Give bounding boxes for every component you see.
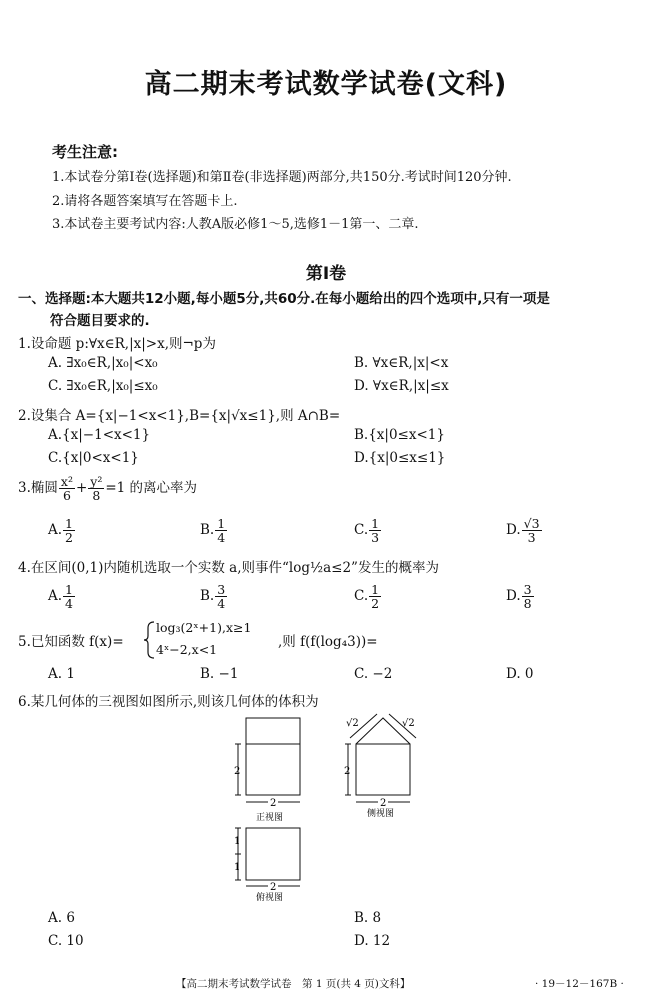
fraction: $\frac{\text{x²}}{6}$ [60, 474, 73, 504]
q3-option-c: C. $\frac{1}{3}$ [354, 516, 380, 546]
q6-option-c: C. 10 [48, 933, 84, 949]
q5-option-a: A. 1 [48, 666, 75, 682]
q1-option-c: C. ∃x₀∈R,|x₀|≤x₀ [48, 378, 158, 394]
q3-option-a: A. $\frac{1}{2}$ [48, 516, 73, 546]
q4-option-c: C. $\frac{1}{2}$ [354, 582, 380, 612]
question-1-stem: 1.设命题 p:∀x∈R,|x|>x,则¬p为 [18, 336, 216, 352]
dim-label: 2 [380, 798, 387, 809]
q5-option-b: B. −1 [200, 666, 239, 682]
q5-case-1: log₃(2ˣ+1),x≥1 [156, 620, 252, 635]
question-5-prefix: 5.已知函数 f(x)= [18, 634, 124, 650]
dim-label: 2 [270, 798, 277, 809]
dim-label: 1 [234, 836, 241, 847]
q2-option-b: B.{x|0≤x<1} [354, 427, 445, 443]
q3-option-d: D. $\frac{√3}{3}$ [506, 516, 540, 546]
top-view [235, 828, 300, 886]
q4-option-b: B. $\frac{3}{4}$ [200, 582, 226, 612]
brace-symbol [142, 620, 156, 660]
note-item: 1.本试卷分第Ⅰ卷(选择题)和第Ⅱ卷(非选择题)两部分,共150分.考试时间120分钟. [52, 170, 512, 185]
q3-suffix: =1 的离心率为 [105, 480, 198, 497]
side-view-label: 侧视图 [367, 809, 395, 819]
front-view [235, 718, 300, 802]
page-footer: 【高二期末考试数学试卷 第 1 页(共 4 页)文科】 [176, 978, 411, 990]
question-5-suffix: ,则 f(f(log₄3))= [278, 634, 378, 650]
q2-option-c: C.{x|0<x<1} [48, 450, 139, 466]
q6-option-a: A. 6 [48, 910, 75, 926]
note-item: 2.请将各题答案填写在答题卡上. [52, 194, 238, 209]
q1-option-a: A. ∃x₀∈R,|x₀|<x₀ [48, 355, 158, 371]
volume-heading: 第Ⅰ卷 [305, 264, 347, 284]
q3-prefix: 3.椭圆 [18, 480, 58, 497]
section-instruction: 一、选择题:本大题共12小题,每小题5分,共60分.在每小题给出的四个选项中,只有一项是 [18, 291, 550, 307]
front-view-label: 正视图 [256, 813, 284, 823]
question-2-stem: 2.设集合 A={x|−1<x<1},B={x|√x≤1},则 A∩B= [18, 408, 341, 424]
fraction: $\frac{\text{y²}}{8}$ [90, 474, 103, 504]
notes-heading: 考生注意: [52, 143, 118, 161]
q3-option-b: B. $\frac{1}{4}$ [200, 516, 226, 546]
section-instruction-cont: 符合题目要求的. [50, 313, 150, 329]
q6-option-b: B. 8 [354, 910, 382, 926]
q4-option-d: D. $\frac{3}{8}$ [506, 582, 532, 612]
dim-label: 1 [234, 862, 241, 873]
dim-label: √2 [402, 718, 415, 729]
q1-option-b: B. ∀x∈R,|x|<x [354, 355, 449, 371]
q2-option-a: A.{x|−1<x<1} [48, 427, 151, 443]
question-4-stem: 4.在区间(0,1)内随机选取一个实数 a,则事件“log½a≤2”发生的概率为 [18, 560, 439, 576]
q5-option-d: D. 0 [506, 666, 534, 682]
q4-option-a: A. $\frac{1}{4}$ [48, 582, 73, 612]
top-view-label: 俯视图 [256, 893, 284, 902]
dim-label: 2 [270, 882, 277, 893]
q1-option-d: D. ∀x∈R,|x|≤x [354, 378, 449, 394]
q6-option-d: D. 12 [354, 933, 391, 949]
q2-option-d: D.{x|0≤x≤1} [354, 450, 446, 466]
question-3-stem: 3.椭圆 $\frac{\text{x²}}{6}$ + $\frac{\text{y²}}{8}$ =1 的离心率为 [18, 474, 198, 504]
dim-label: √2 [346, 718, 359, 729]
doc-code: · 19－12－167B · [535, 978, 624, 990]
dim-label: 2 [234, 766, 241, 777]
note-item: 3.本试卷主要考试内容:人教A版必修1～5,选修1－1第一、二章. [52, 217, 419, 232]
q5-option-c: C. −2 [354, 666, 393, 682]
q5-case-2: 4ˣ−2,x<1 [156, 642, 218, 657]
page-title: 高二期末考试数学试卷(文科) [144, 69, 508, 100]
three-view-figure [226, 712, 426, 902]
dim-label: 2 [344, 766, 351, 777]
question-6-stem: 6.某几何体的三视图如图所示,则该几何体的体积为 [18, 694, 319, 710]
